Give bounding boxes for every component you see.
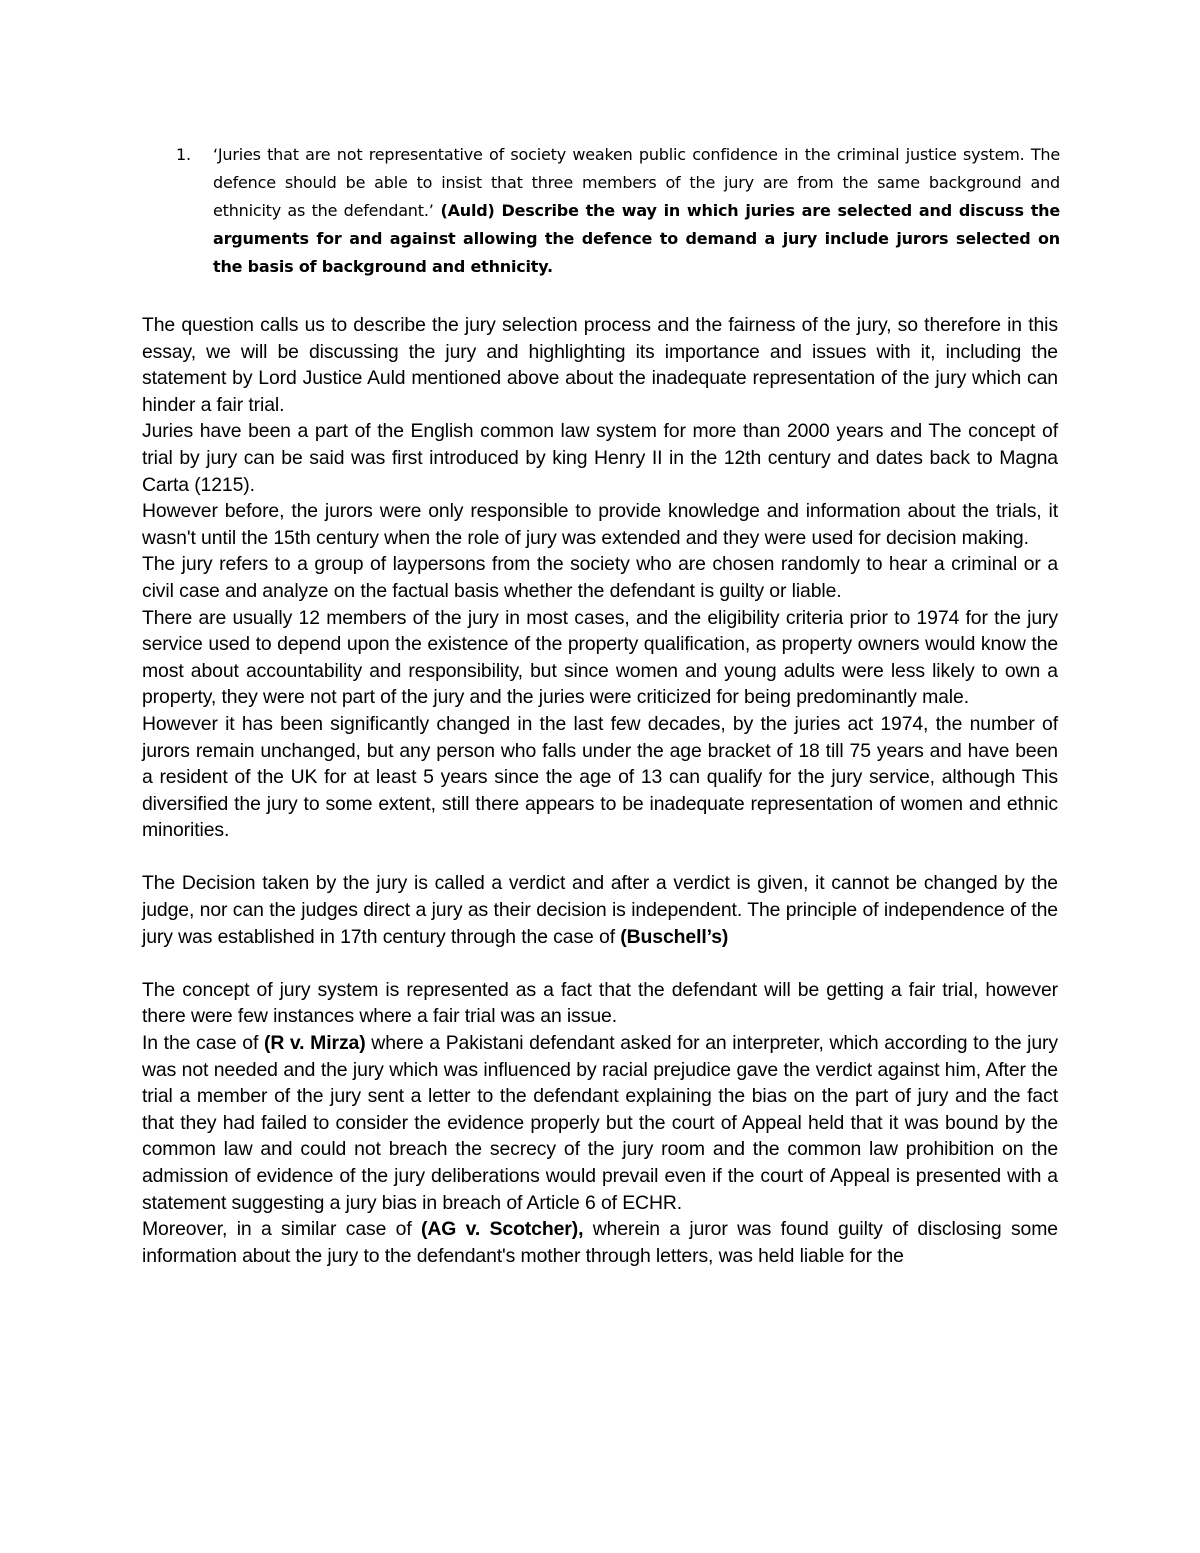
verdict-text: The Decision taken by the jury is called a verdict and after a verdict is given, it cannot be changed by the judge, nor can the judges direct a jury as their decision is independent. The principle of independence of the jury was established in 17th century through the case of	[142, 872, 1058, 948]
mirza-intro-text: In the case of	[142, 1032, 264, 1055]
paragraph-r-v-mirza	[142, 1030, 1058, 1216]
mirza-body-text: where a Pakistani defendant asked for an interpreter, which according to the jury was not needed and the jury which was influenced by racial prejudice gave the verdict against him, After the trial a member of the jury sent a letter to the defendant explaining the bias on the part of jury and the fact that they had failed to consider the evidence properly but the court of Appeal held that it was bound by the common law and could not breach the secrecy of the jury room and the common law prohibition on the admission of evidence of the jury deliberations would prevail even if the court of Appeal is presented with a statement suggesting a jury bias in breach of Article 6 of ECHR.	[142, 1032, 1058, 1214]
paragraph-jury-definition: The jury refers to a group of laypersons from the society who are chosen randomly to hear a criminal or a civil case and analyze on the factual basis whether the defendant is guilty or liable.	[142, 553, 1058, 602]
paragraph-eligibility-history: There are usually 12 members of the jury in most cases, and the eligibility criteria prior to 1974 for the jury service used to depend upon the existence of the property qualification, as property owners would know the most about accountability and responsibility, but since women and young adults were less likely to own a property, they were not part of the jury and the juries were criticized for being predominantly male.	[142, 606, 1058, 709]
question-number: 1.	[176, 145, 191, 164]
case-citation-buschell: (Buschell’s)	[620, 925, 729, 948]
paragraph-introduction: The question calls us to describe the jury selection process and the fairness of the jury, so therefore in this essay, we will be discussing the jury and highlighting its importance and issues with it, including the statement by Lord Justice Auld mentioned above about the inadequate representation of the jury which can hinder a fair trial.	[142, 314, 1058, 416]
case-citation-r-v-mirza: (R v. Mirza)	[263, 1032, 366, 1055]
case-citation-ag-v-scotcher: (AG v. Scotcher),	[421, 1218, 584, 1241]
question-text	[213, 141, 1060, 281]
paragraph-history: Juries have been a part of the English common law system for more than 2000 years and The concept of trial by jury can be said was first introduced by king Henry II in the 12th century and dates back to Magna Carta (1215).	[142, 420, 1058, 496]
scotcher-body-text: wherein a juror was found guilty of disclosing some information about the jury to the defendant's mother through letters, was held liable for the	[142, 1218, 1058, 1267]
essay-question	[176, 141, 1060, 281]
paragraph-ag-v-scotcher	[142, 1216, 1058, 1269]
paragraph-verdict	[142, 870, 1058, 950]
paragraph-role-of-jurors: However before, the jurors were only responsible to provide knowledge and information about the trials, it wasn't until the 15th century when the role of jury was extended and they were used for decision making.	[142, 500, 1058, 549]
paragraph-fair-trial: The concept of jury system is represented as a fact that the defendant will be getting a fair trial, however there were few instances where a fair trial was an issue.	[142, 978, 1058, 1028]
question-quote: ‘Juries that are not representative of society weaken public confidence in the criminal justice system. The defence should be able to insist that three members of the jury are from the same background and ethnicity as the defendant.’	[213, 145, 1060, 220]
scotcher-intro-text: Moreover, in a similar case of	[142, 1218, 422, 1241]
paragraph-juries-act-1974: However it has been significantly changed in the last few decades, by the juries act 1974, the number of jurors remain unchanged, but any person who falls under the age bracket of 18 till 75 years and have been a resident of the UK for at least 5 years since the age of 13 can qualify for the jury service, although This diversified the jury to some extent, still there appears to be inadequate representation of women and ethnic minorities.	[142, 712, 1058, 842]
question-instruction: (Auld) Describe the way in which juries are selected and discuss the arguments for and against allowing the defence to demand a jury include jurors selected on the basis of background and ethnicity.	[213, 201, 1060, 276]
essay-body	[142, 312, 1058, 1269]
